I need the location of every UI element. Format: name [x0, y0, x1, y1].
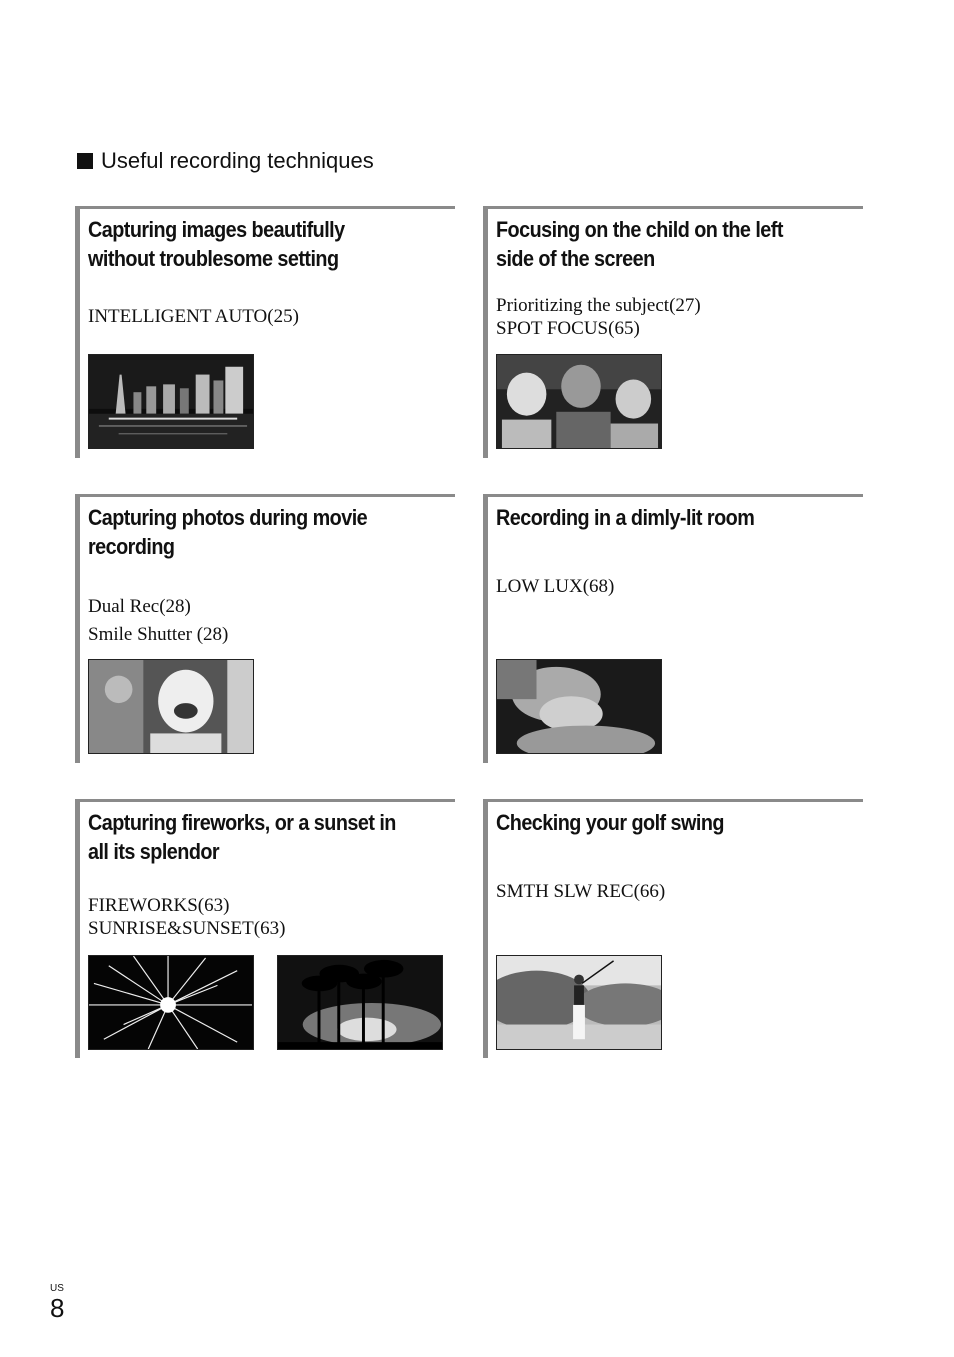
- card-text: [496, 294, 856, 340]
- card-intelligent-auto: [75, 206, 455, 458]
- function-reference: Dual Rec(28): [88, 596, 191, 617]
- card-text: [88, 894, 448, 940]
- golfer-swing-photo: [496, 955, 662, 1050]
- card-title: Focusing on the child on the left side of the screen: [496, 217, 783, 271]
- three-children-photo: [496, 354, 662, 449]
- function-reference: LOW LUX(68): [496, 576, 615, 597]
- card-title: Capturing fireworks, or a sunset in all its splendor: [88, 810, 396, 864]
- card-title: Recording in a dimly-lit room: [496, 505, 755, 530]
- section-heading: [77, 148, 374, 174]
- function-reference: FIREWORKS(63): [88, 895, 230, 916]
- function-reference: SMTH SLW REC(66): [496, 881, 666, 902]
- sleeping-child-photo: [496, 659, 662, 754]
- card-title: Checking your golf swing: [496, 810, 724, 835]
- card-spot-focus: [483, 206, 863, 458]
- palm-sunset-photo: [277, 955, 443, 1050]
- card-dual-rec: [75, 494, 455, 763]
- card-smooth-slow-rec: [483, 799, 863, 1058]
- card-text: [496, 880, 856, 903]
- function-reference: Smile Shutter (28): [88, 624, 229, 645]
- city-night-skyline-photo: [88, 354, 254, 449]
- card-title: Capturing images beautifully without troublesome setting: [88, 217, 345, 271]
- function-reference: INTELLIGENT AUTO(25): [88, 306, 299, 327]
- black-square-bullet-icon: [77, 153, 93, 169]
- card-text: [496, 575, 856, 598]
- card-title: Capturing photos during movie recording: [88, 505, 368, 559]
- card-text: [88, 305, 448, 328]
- function-reference: SPOT FOCUS(65): [496, 318, 640, 339]
- function-reference: SUNRISE&SUNSET(63): [88, 918, 286, 939]
- card-low-lux: [483, 494, 863, 763]
- laughing-child-photo: [88, 659, 254, 754]
- card-fireworks-sunset: [75, 799, 455, 1058]
- fireworks-photo: [88, 955, 254, 1050]
- page-region-code: US: [50, 1283, 64, 1294]
- section-heading-text: Useful recording techniques: [101, 148, 374, 173]
- function-reference: Prioritizing the subject(27): [496, 295, 701, 316]
- card-text: [88, 593, 448, 649]
- page-number: [50, 1284, 64, 1322]
- page-number-value: 8: [50, 1293, 65, 1323]
